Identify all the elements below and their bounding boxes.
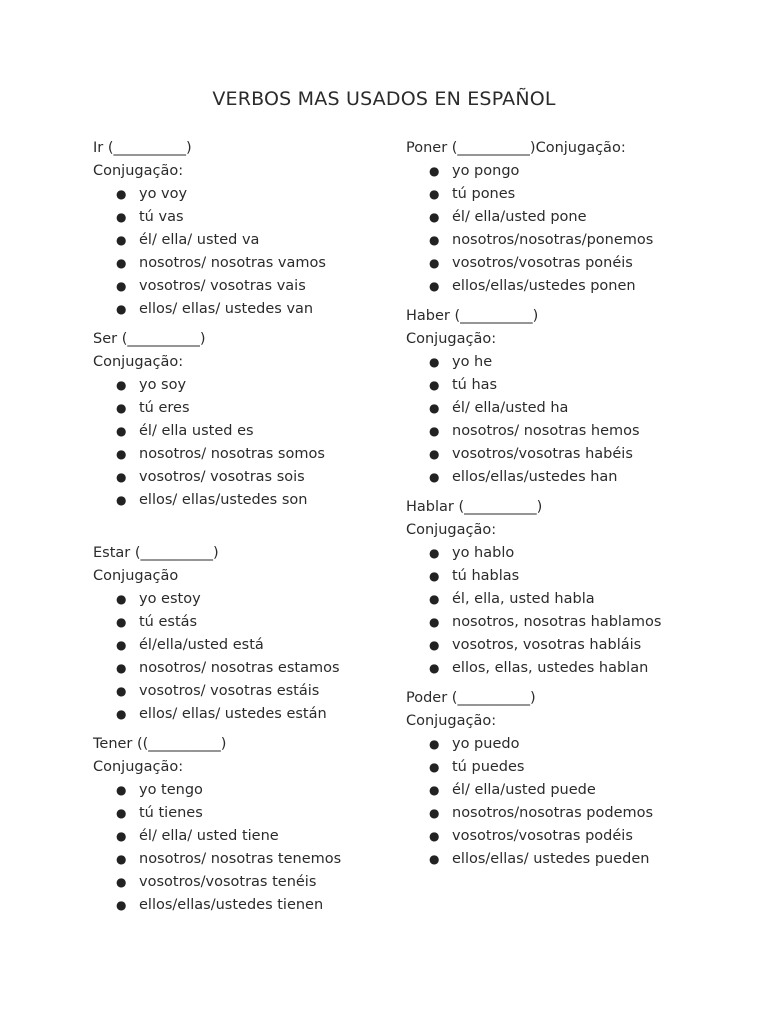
- conjugation-form: yo voy: [139, 186, 188, 202]
- list-item: [93, 374, 393, 397]
- bullet-icon: ●: [429, 378, 440, 392]
- bullet-icon: ●: [429, 737, 440, 751]
- bullet-icon: ●: [116, 279, 127, 293]
- list-item: [93, 420, 393, 443]
- conjugation-label: Conjugação:: [93, 759, 184, 775]
- conjugation-form: yo tengo: [139, 782, 203, 798]
- bullet-icon: ●: [116, 638, 127, 652]
- verb-block-estar: [93, 542, 393, 726]
- conjugation-form: vosotros/vosotras ponéis: [452, 255, 633, 271]
- verb-heading: Ser (__________): [93, 331, 206, 347]
- bullet-icon: ●: [116, 898, 127, 912]
- list-item: [406, 397, 746, 420]
- bullet-icon: ●: [429, 806, 440, 820]
- verb-heading: Poner (__________)Conjugação:: [406, 140, 626, 156]
- verb-block-ir: [93, 137, 393, 321]
- verb-heading: Tener ((__________): [93, 736, 227, 752]
- bullet-icon: ●: [429, 592, 440, 606]
- bullet-icon: ●: [116, 875, 127, 889]
- list-item: [93, 443, 393, 466]
- list-item: [406, 565, 746, 588]
- bullet-icon: ●: [116, 684, 127, 698]
- list-item: [406, 848, 746, 871]
- list-item: [406, 420, 746, 443]
- bullet-icon: ●: [116, 592, 127, 606]
- list-item: [93, 634, 393, 657]
- list-item: [93, 779, 393, 802]
- conjugation-label: Conjugação:: [93, 354, 184, 370]
- bullet-icon: ●: [116, 187, 127, 201]
- conjugation-form: él/ ella usted es: [139, 423, 254, 439]
- conjugation-form: ellos/ ellas/ustedes son: [139, 492, 308, 508]
- conjugation-form: nosotros, nosotras hablamos: [452, 614, 662, 630]
- verb-block-haber: [406, 305, 746, 489]
- list-item: [93, 466, 393, 489]
- list-item: [406, 588, 746, 611]
- conjugation-form: vosotros/vosotras habéis: [452, 446, 633, 462]
- bullet-icon: ●: [116, 401, 127, 415]
- bullet-icon: ●: [429, 187, 440, 201]
- bullet-icon: ●: [429, 355, 440, 369]
- list-item: [406, 657, 746, 680]
- conjugation-form: vosotros/vosotras podéis: [452, 828, 633, 844]
- conjugation-form: ellos/ellas/ustedes tienen: [139, 897, 324, 913]
- bullet-icon: ●: [116, 661, 127, 675]
- conjugation-form: vosotros/ vosotras sois: [139, 469, 305, 485]
- verb-block-tener: [93, 733, 393, 917]
- bullet-icon: ●: [116, 806, 127, 820]
- bullet-icon: ●: [429, 783, 440, 797]
- verb-heading: Poder (__________): [406, 690, 536, 706]
- list-item: [406, 611, 746, 634]
- bullet-icon: ●: [429, 661, 440, 675]
- list-item: [406, 802, 746, 825]
- list-item: [406, 634, 746, 657]
- bullet-icon: ●: [429, 852, 440, 866]
- bullet-icon: ●: [429, 233, 440, 247]
- bullet-icon: ●: [429, 615, 440, 629]
- conjugation-form: tú has: [452, 377, 498, 393]
- conjugation-form: ellos/ellas/ustedes han: [452, 469, 618, 485]
- bullet-icon: ●: [116, 707, 127, 721]
- conjugation-list: [406, 542, 746, 680]
- bullet-icon: ●: [429, 829, 440, 843]
- bullet-icon: ●: [429, 470, 440, 484]
- verb-block-ser: [93, 328, 393, 512]
- conjugation-form: ellos/ellas/ ustedes pueden: [452, 851, 650, 867]
- right-column: [406, 137, 746, 871]
- list-item: [406, 374, 746, 397]
- list-item: [406, 351, 746, 374]
- bullet-icon: ●: [116, 210, 127, 224]
- conjugation-form: yo soy: [139, 377, 187, 393]
- list-item: [406, 183, 746, 206]
- bullet-icon: ●: [429, 401, 440, 415]
- conjugation-form: tú pones: [452, 186, 516, 202]
- conjugation-form: él/ ella/ usted tiene: [139, 828, 279, 844]
- page-title: VERBOS MAS USADOS EN ESPAÑOL: [212, 88, 556, 110]
- conjugation-form: nosotros/ nosotras estamos: [139, 660, 340, 676]
- conjugation-form: yo estoy: [139, 591, 201, 607]
- conjugation-form: yo hablo: [452, 545, 515, 561]
- conjugation-list: [406, 351, 746, 489]
- list-item: [93, 397, 393, 420]
- bullet-icon: ●: [429, 546, 440, 560]
- verb-heading: Hablar (__________): [406, 499, 543, 515]
- conjugation-form: vosotros/ vosotras estáis: [139, 683, 320, 699]
- conjugation-form: él/ ella/usted ha: [452, 400, 569, 416]
- conjugation-list: [93, 779, 393, 917]
- list-item: [93, 848, 393, 871]
- list-item: [406, 825, 746, 848]
- conjugation-form: vosotros, vosotras habláis: [452, 637, 642, 653]
- conjugation-form: él/ ella/ usted va: [139, 232, 260, 248]
- conjugation-label: Conjugação: [93, 568, 179, 584]
- conjugation-form: tú eres: [139, 400, 190, 416]
- bullet-icon: ●: [429, 210, 440, 224]
- list-item: [93, 275, 393, 298]
- bullet-icon: ●: [116, 852, 127, 866]
- conjugation-form: tú estás: [139, 614, 198, 630]
- list-item: [93, 802, 393, 825]
- conjugation-form: él/ ella/usted pone: [452, 209, 587, 225]
- conjugation-form: ellos/ellas/ustedes ponen: [452, 278, 636, 294]
- left-column: [93, 137, 393, 917]
- list-item: [406, 756, 746, 779]
- bullet-icon: ●: [429, 569, 440, 583]
- verb-block-poner: [406, 137, 746, 298]
- list-item: [406, 779, 746, 802]
- bullet-icon: ●: [116, 256, 127, 270]
- list-item: [406, 229, 746, 252]
- bullet-icon: ●: [116, 233, 127, 247]
- list-item: [93, 825, 393, 848]
- list-item: [93, 703, 393, 726]
- bullet-icon: ●: [116, 470, 127, 484]
- conjugation-form: nosotros/ nosotras hemos: [452, 423, 640, 439]
- list-item: [93, 206, 393, 229]
- conjugation-form: ellos/ ellas/ ustedes van: [139, 301, 314, 317]
- list-item: [93, 894, 393, 917]
- conjugation-form: tú hablas: [452, 568, 520, 584]
- list-item: [406, 542, 746, 565]
- conjugation-form: tú vas: [139, 209, 184, 225]
- list-item: [93, 871, 393, 894]
- list-item: [93, 680, 393, 703]
- conjugation-label: Conjugação:: [406, 522, 497, 538]
- list-item: [93, 183, 393, 206]
- conjugation-form: vosotros/vosotras tenéis: [139, 874, 317, 890]
- list-item: [93, 298, 393, 321]
- list-item: [93, 611, 393, 634]
- conjugation-form: él/ ella/usted puede: [452, 782, 596, 798]
- bullet-icon: ●: [116, 447, 127, 461]
- conjugation-form: él, ella, usted habla: [452, 591, 595, 607]
- conjugation-form: nosotros/ nosotras somos: [139, 446, 325, 462]
- list-item: [406, 206, 746, 229]
- conjugation-form: yo pongo: [452, 163, 520, 179]
- conjugation-list: [93, 374, 393, 512]
- conjugation-list: [406, 733, 746, 871]
- bullet-icon: ●: [429, 279, 440, 293]
- bullet-icon: ●: [429, 424, 440, 438]
- list-item: [406, 160, 746, 183]
- conjugation-list: [93, 588, 393, 726]
- list-item: [406, 733, 746, 756]
- conjugation-form: tú tienes: [139, 805, 203, 821]
- verb-block-poder: [406, 687, 746, 871]
- verb-heading: Haber (__________): [406, 308, 539, 324]
- conjugation-label: Conjugação:: [406, 713, 497, 729]
- conjugation-form: vosotros/ vosotras vais: [139, 278, 306, 294]
- conjugation-form: tú puedes: [452, 759, 525, 775]
- conjugation-form: yo he: [452, 354, 493, 370]
- bullet-icon: ●: [116, 424, 127, 438]
- list-item: [93, 489, 393, 512]
- list-item: [406, 466, 746, 489]
- bullet-icon: ●: [429, 164, 440, 178]
- conjugation-form: nosotros/ nosotras tenemos: [139, 851, 342, 867]
- bullet-icon: ●: [116, 378, 127, 392]
- conjugation-form: nosotros/nosotras podemos: [452, 805, 654, 821]
- conjugation-label: Conjugação:: [406, 331, 497, 347]
- conjugation-form: nosotros/nosotras/ponemos: [452, 232, 654, 248]
- conjugation-form: él/ella/usted está: [139, 637, 264, 653]
- conjugation-list: [93, 183, 393, 321]
- bullet-icon: ●: [116, 302, 127, 316]
- conjugation-list: [406, 160, 746, 298]
- list-item: [93, 252, 393, 275]
- conjugation-form: yo puedo: [452, 736, 520, 752]
- verb-block-hablar: [406, 496, 746, 680]
- list-item: [93, 657, 393, 680]
- list-item: [93, 229, 393, 252]
- bullet-icon: ●: [429, 638, 440, 652]
- bullet-icon: ●: [429, 447, 440, 461]
- bullet-icon: ●: [116, 615, 127, 629]
- conjugation-label: Conjugação:: [93, 163, 184, 179]
- conjugation-form: ellos/ ellas/ ustedes están: [139, 706, 327, 722]
- bullet-icon: ●: [429, 760, 440, 774]
- list-item: [406, 252, 746, 275]
- list-item: [406, 443, 746, 466]
- verb-heading: Ir (__________): [93, 140, 192, 156]
- bullet-icon: ●: [116, 493, 127, 507]
- conjugation-form: nosotros/ nosotras vamos: [139, 255, 326, 271]
- list-item: [406, 275, 746, 298]
- list-item: [93, 588, 393, 611]
- verb-heading: Estar (__________): [93, 545, 219, 561]
- bullet-icon: ●: [429, 256, 440, 270]
- bullet-icon: ●: [116, 783, 127, 797]
- conjugation-form: ellos, ellas, ustedes hablan: [452, 660, 649, 676]
- bullet-icon: ●: [116, 829, 127, 843]
